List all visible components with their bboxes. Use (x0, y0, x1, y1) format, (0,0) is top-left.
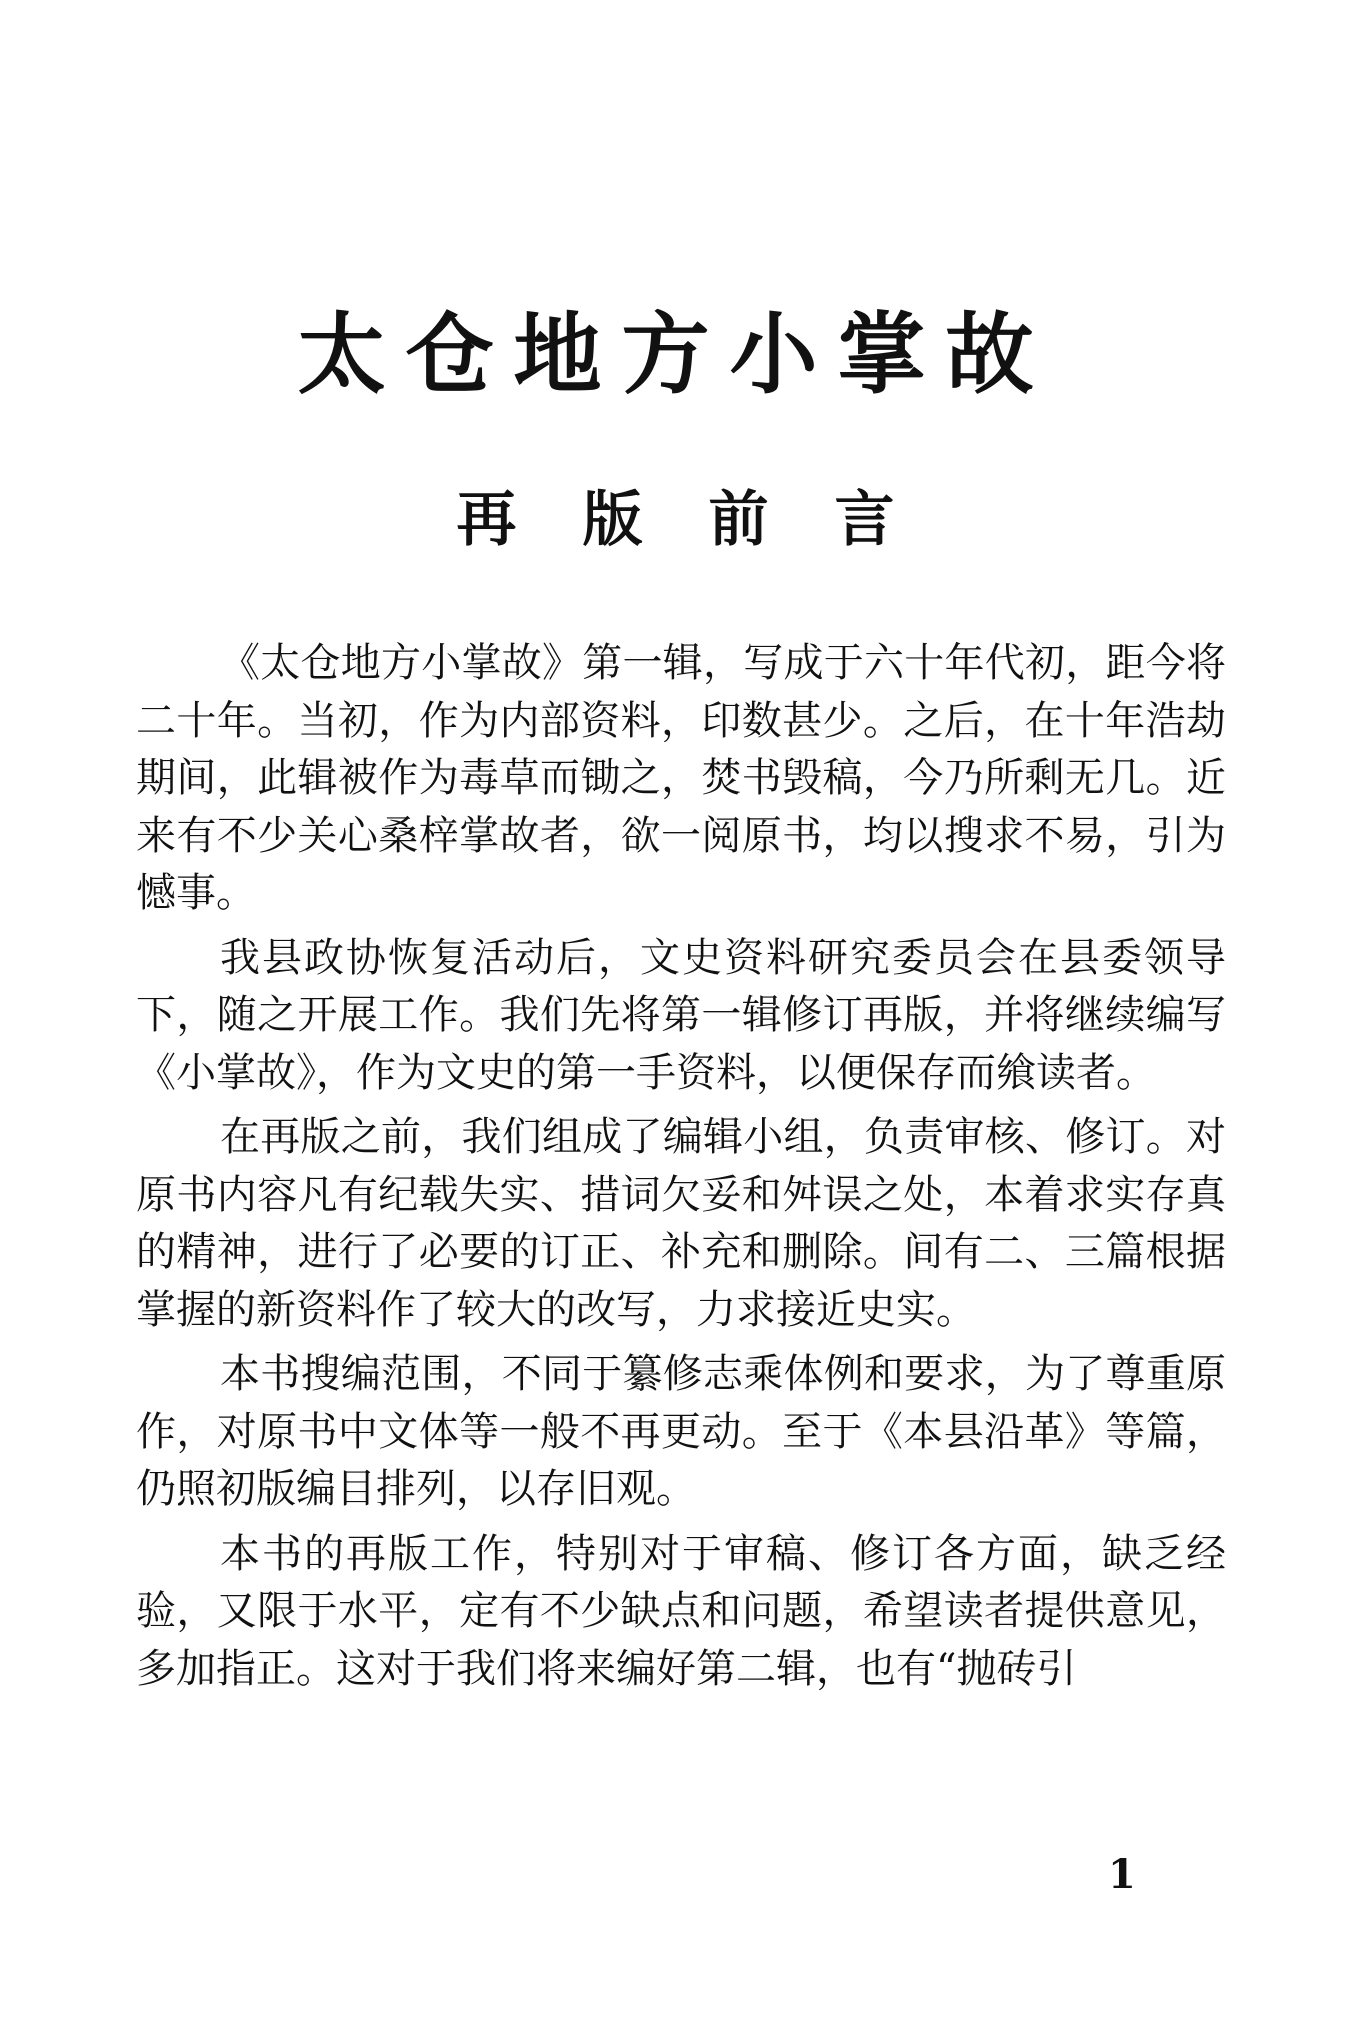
paragraph: 本书的再版工作，特别对于审稿、修订各方面，缺乏经验，又限于水平，定有不少缺点和问题，希望读者提供意见，多加指正。这对于我们将来编好第二辑，也有“抛砖引 (136, 1530, 1226, 1692)
body-text (136, 635, 1226, 1705)
paragraph: 《太仓地方小掌故》第一辑，写成于六十年代初，距今将二十年。当初，作为内部资料，印数甚少。之后，在十年浩劫期间，此辑被作为毒草而锄之，焚书毁稿，今乃所剩无几。近来有不少关心桑梓掌故者，欲一阅原书，均以搜求不易，引为憾事。 (136, 640, 1226, 916)
section-title: 再版前言 (456, 485, 961, 555)
book-title: 太仓地方小掌故 (297, 303, 1054, 406)
paragraph: 我县政协恢复活动后，文史资料研究委员会在县委领导下，随之开展工作。我们先将第一辑修订再版，并将继续编写《小掌故》，作为文史的第一手资料，以便保存而飨读者。 (136, 934, 1226, 1096)
paragraph: 在再版之前，我们组成了编辑小组，负责审核、修订。对原书内容凡有纪载失实、措词欠妥和舛误之处，本着求实存真的精神，进行了必要的订正、补充和删除。间有二、三篇根据掌握的新资料作了较大的改写，力求接近史实。 (136, 1114, 1226, 1333)
paragraph: 本书搜编范围，不同于纂修志乘体例和要求，为了尊重原作，对原书中文体等一般不再更动。至于《本县沿革》等篇，仍照初版编目排列，以存旧观。 (136, 1351, 1226, 1512)
page-number: 1 (1108, 1851, 1136, 1898)
